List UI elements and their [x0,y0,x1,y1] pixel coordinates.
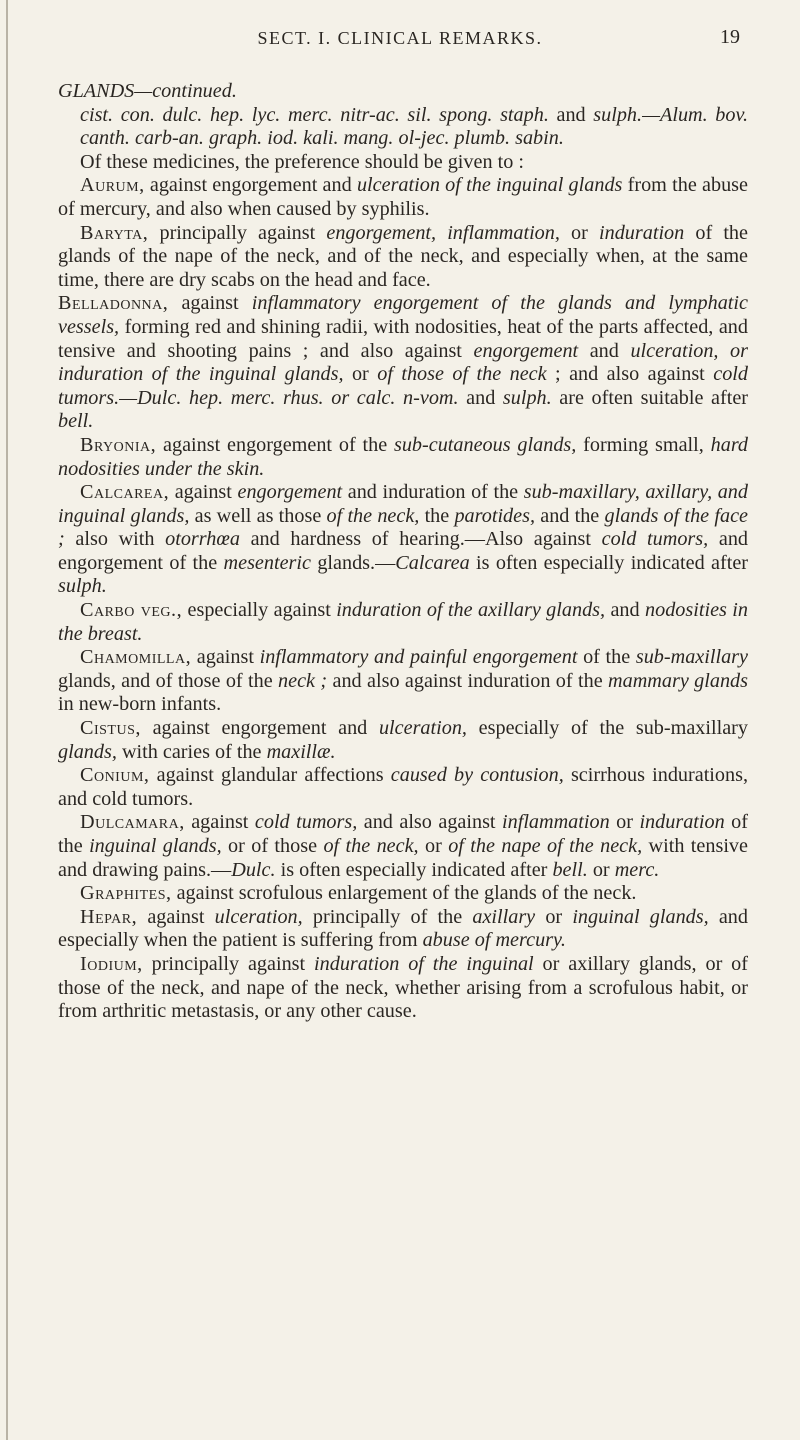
remedy-list: cist. con. dulc. hep. lyc. merc. nitr-ac. sil. spong. staph. and sulph.—Alum. bov. canth. carb-an. graph. iod. kali. mang. ol-jec. plumb. sabin. [80,103,748,150]
entry-hepar: Hepar, against ulceration, principally of the axillary or inguinal glands, and especially when the patient is suffering from abuse of mercury. [58,905,748,952]
section-heading: GLANDS—continued. [58,80,237,102]
entry-belladonna: Belladonna, against inflammatory engorgement of the glands and lymphatic vessels, forming red and shining radii, with nodosities, heat of the parts affected, and tensive and shooting pains ; and also against engorgement and ulceration, or induration of the inguinal glands, or of those of the neck ; and also against cold tumors.—Dulc. hep. merc. rhus. or calc. n-vom. and sulph. are often suitable after bell. [58,292,748,433]
remedy-name: Graphites, [80,882,172,905]
entry-baryta: Baryta, principally against engorgement, inflammation, or induration of the glands of the nape of the neck, and of the neck, and especially when, at the same time, there are dry scabs on the head and face. [58,221,748,291]
remedy-name: Bryonia, [80,433,157,456]
remedy-name: Baryta, [80,221,149,244]
remedy-list-line-2: sulph. [593,103,643,126]
intro-sentence: Of these medicines, the preference should be given to : [80,150,524,173]
remedy-name: Chamomilla, [80,646,192,669]
entry-iodium: Iodium, principally against induration of the inguinal or axillary glands, or of those of the neck, and nape of the neck, whether arising from a scrofulous habit, or from arthritic metastasis, or any other cause. [58,952,749,1023]
remedy-name: Cistus, [80,717,141,740]
entry-aurum: Aurum, against engorgement and ulceration of the inguinal glands from the abuse of mercury, and also when caused by syphilis. [58,174,748,220]
remedy-name: Iodium, [80,952,143,975]
page-edge-shadow [6,0,8,1440]
entry-chamomilla: Chamomilla, against inflammatory and painful engorgement of the sub-maxillary glands, and of those of the neck ; and also against induration of the mammary glands in new-born infants. [58,646,748,716]
running-header [0,24,800,54]
body-text [58,80,748,1024]
remedy-name: Hepar, [80,905,138,928]
remedy-name: Aurum, [80,174,145,197]
entry-bryonia: Bryonia, against engorgement of the sub-cutaneous glands, forming small, hard nodosities under the skin. [58,433,749,480]
entry-graphites: Graphites, against scrofulous enlargement of the glands of the neck. [80,882,637,905]
running-title: SECT. I. CLINICAL REMARKS. [257,28,543,48]
entry-calcarea: Calcarea, against engorgement and induration of the sub-maxillary, axillary, and inguinal glands, as well as those of the neck, the parotides, and the glands of the face ; also with otorrhœa and hardness of hearing.—Also against cold tumors, and engorgement of the mesenteric glands.—Calcarea is often especially indicated after sulph. [58,481,749,598]
remedy-name: Conium, [80,764,150,787]
entry-cistus: Cistus, against engorgement and ulceration, especially of the sub-maxillary glands, with caries of the maxillæ. [58,717,748,763]
entry-conium: Conium, against glandular affections caused by contusion, scirrhous indurations, and cold tumors. [58,764,749,810]
entry-carbo-veg: Carbo veg., especially against induration of the axillary glands, and nodosities in the breast. [58,599,748,645]
remedy-name: Carbo veg., [80,599,183,622]
page-number: 19 [720,26,740,48]
remedy-list-line-3: plumb. sabin. [454,127,564,150]
remedy-name: Calcarea, [80,481,170,504]
entry-dulcamara: Dulcamara, against cold tumors, and also against inflammation or induration of the inguinal glands, or of those of the neck, or of the nape of the neck, with tensive and drawing pains.—Dulc. is often especially indicated after bell. or merc. [58,811,748,881]
remedy-name: Belladonna, [58,292,169,315]
remedy-name: Dulcamara, [80,811,185,834]
remedy-list-line-1: cist. con. dulc. hep. lyc. merc. nitr-ac. sil. spong. staph. [80,103,549,126]
